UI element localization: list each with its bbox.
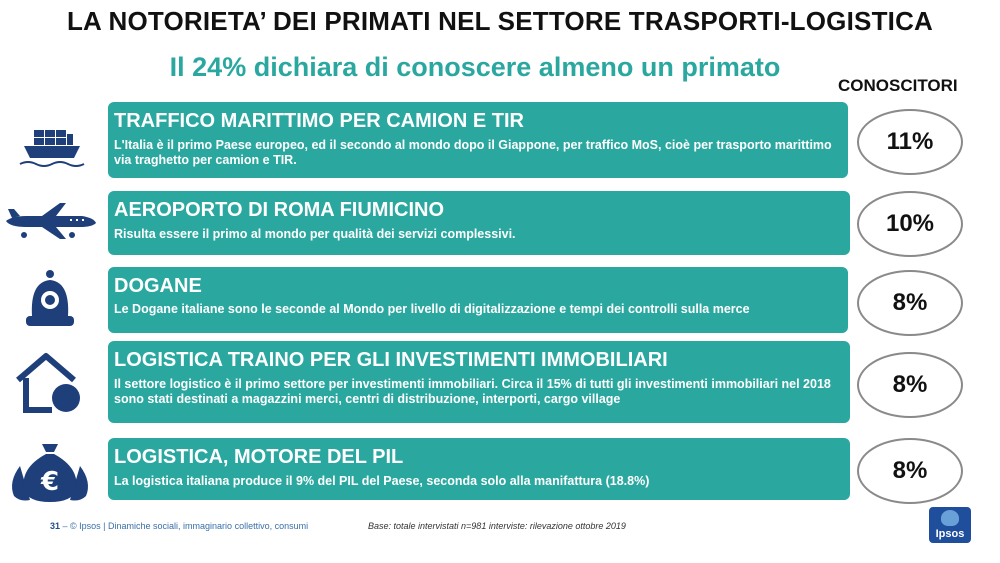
page-number: 31 (50, 521, 61, 531)
euro-money-bags-icon (0, 436, 100, 506)
row-title: LOGISTICA, MOTORE DEL PIL (114, 446, 404, 468)
row-card-logistica-pil (108, 438, 850, 500)
row-card-fiumicino (108, 191, 850, 255)
percent-value: 8% (892, 289, 928, 316)
row-card-dogane (108, 267, 848, 333)
row-title: AEROPORTO DI ROMA FIUMICINO (114, 199, 444, 221)
percent-ring (857, 438, 963, 504)
row-title: DOGANE (114, 275, 202, 297)
row-title: TRAFFICO MARITTIMO PER CAMION E TIR (114, 110, 524, 132)
percent-ring (857, 191, 963, 257)
page-subtitle: Il 24% dichiara di conoscere almeno un primato (169, 52, 781, 82)
row-title: LOGISTICA TRAINO PER GLI INVESTIMENTI IMMOBILIARI (114, 349, 668, 371)
customs-helmet-icon (0, 265, 100, 337)
percent-value: 8% (892, 371, 928, 398)
ipsos-logo-mark (941, 510, 959, 526)
row-card-logistica-immobiliari (108, 341, 850, 423)
row-description: Le Dogane italiane sono le seconde al Mondo per livello di digitalizzazione e tempi dei controlli sulla merce (114, 302, 750, 316)
percent-value: 8% (892, 457, 928, 484)
ipsos-logo-text: Ipsos (935, 528, 965, 540)
row-description: La logistica italiana produce il 9% del PIL del Paese, seconda solo alla manifattura (18.8%) (114, 474, 650, 488)
percent-ring (857, 352, 963, 418)
airplane-icon (0, 188, 100, 254)
page-title: LA NOTORIETA’ DEI PRIMATI NEL SETTORE TRASPORTI-LOGISTICA (66, 6, 934, 36)
cargo-ship-icon (0, 108, 100, 180)
house-icon (0, 344, 100, 422)
percent-ring (857, 270, 963, 336)
footer-credit-text: – © Ipsos | Dinamiche sociali, immaginario collettivo, consumi (62, 521, 309, 531)
column-header-conoscitori: CONOSCITORI (838, 76, 958, 95)
percent-ring (857, 109, 963, 175)
percent-value: 10% (885, 210, 935, 237)
row-description: L'Italia è il primo Paese europeo, ed il secondo al mondo dopo il Giappone, per traffico MoS, cioè per trasporto marittimo via traghetto per camion e TIR. (114, 138, 832, 167)
svg-text:€: € (40, 467, 60, 497)
percent-value: 11% (886, 128, 934, 155)
row-description: Risulta essere il primo al mondo per qualità dei servizi complessivi. (114, 227, 516, 241)
footer-base-note: Base: totale intervistati n=981 interviste: rilevazione ottobre 2019 (368, 521, 626, 531)
ipsos-logo (929, 507, 971, 543)
footer-credit (50, 521, 308, 531)
row-description: Il settore logistico è il primo settore per investimenti immobiliari. Circa il 15% di tutti gli investimenti immobiliari nel 2018 sono stati destinati a magazzini merci, centri di distribuzione, interporti, cargo village (114, 377, 831, 406)
row-card-traffico (108, 102, 848, 178)
